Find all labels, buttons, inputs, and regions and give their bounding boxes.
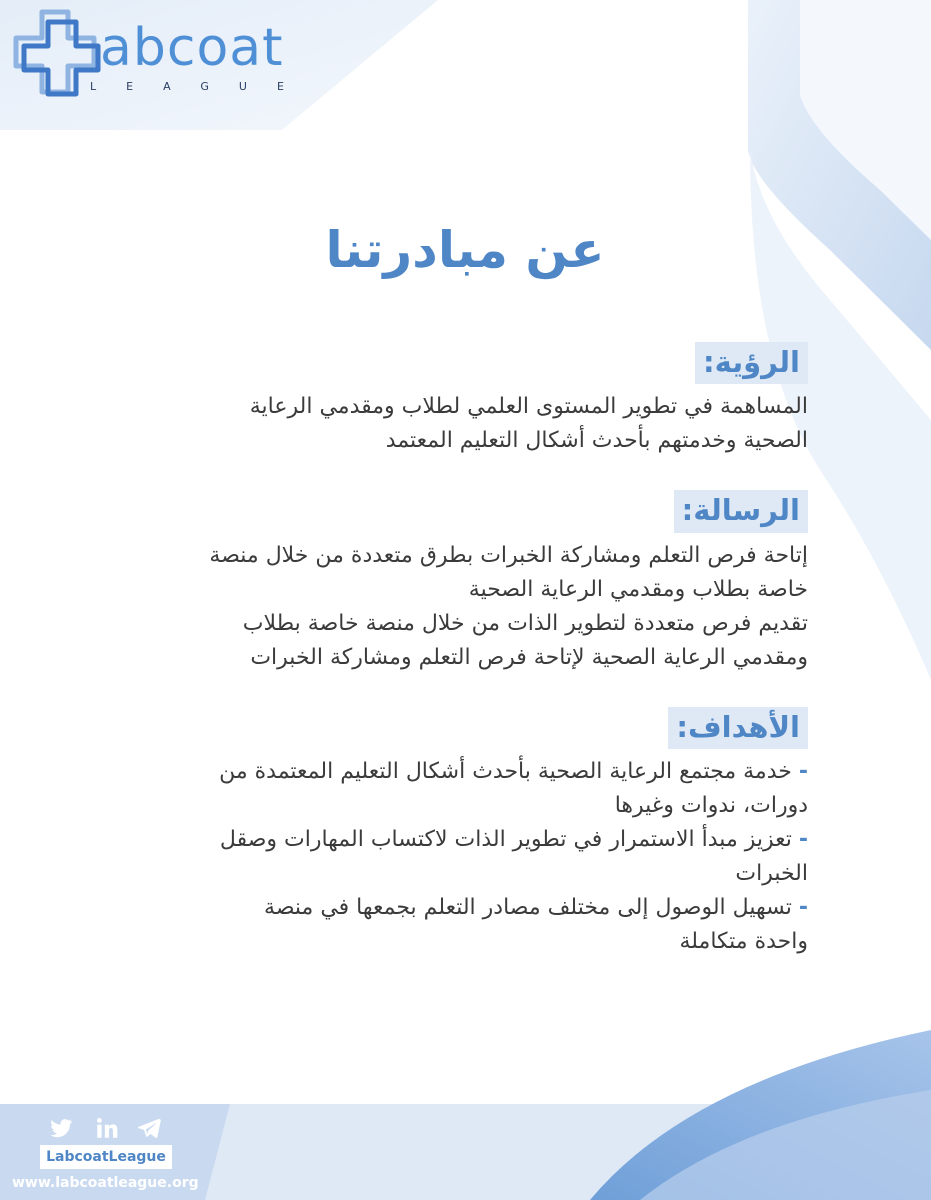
vision-text <box>126 390 808 458</box>
logo-wordmark: abcoat <box>100 18 284 78</box>
goals-section <box>126 707 808 959</box>
mission-section <box>126 490 808 674</box>
twitter-icon[interactable] <box>48 1115 74 1141</box>
social-icons <box>48 1115 168 1141</box>
website-url[interactable]: www.labcoatleague.org <box>12 1175 199 1191</box>
mission-heading: الرسالة: <box>674 490 808 532</box>
content <box>126 342 808 991</box>
goal-dash: - <box>798 894 808 920</box>
goal-item <box>126 891 808 959</box>
goals-list <box>126 755 808 959</box>
brand-logo <box>10 8 340 98</box>
goal-text: تسهيل الوصول إلى مختلف مصادر التعلم بجمعها في منصة <box>264 894 792 920</box>
goal-text: خدمة مجتمع الرعاية الصحية بأحدث أشكال التعليم المعتمدة من <box>219 758 792 784</box>
mission-line: ومقدمي الرعاية الصحية لإتاحة فرص التعلم ومشاركة الخبرات <box>250 644 808 670</box>
mission-line: خاصة بطلاب ومقدمي الرعاية الصحية <box>468 576 808 602</box>
telegram-icon[interactable] <box>136 1115 162 1141</box>
mission-text <box>126 539 808 675</box>
goal-dash: - <box>798 758 808 784</box>
linkedin-icon[interactable] <box>94 1115 120 1141</box>
social-handle[interactable]: LabcoatLeague <box>40 1145 172 1169</box>
goal-item <box>126 755 808 823</box>
goal-text-continued: الخبرات <box>735 860 808 886</box>
vision-line: الصحية وخدمتهم بأحدث أشكال التعليم المعتمد <box>385 428 808 454</box>
goal-text-continued: واحدة متكاملة <box>679 928 808 954</box>
logo-cross-icon <box>10 8 102 98</box>
goals-heading: الأهداف: <box>668 707 808 749</box>
goal-text: تعزيز مبدأ الاستمرار في تطوير الذات لاكتساب المهارات وصقل <box>219 826 792 852</box>
logo-subtitle: LEAGUE <box>90 80 314 93</box>
goal-dash: - <box>798 826 808 852</box>
goal-text-continued: دورات، ندوات وغيرها <box>614 792 808 818</box>
page-title: عن مبادرتنا <box>325 221 605 279</box>
mission-line: تقديم فرص متعددة لتطوير الذات من خلال منصة خاصة بطلاب <box>242 610 808 636</box>
mission-line: إتاحة فرص التعلم ومشاركة الخبرات بطرق متعددة من خلال منصة <box>209 542 808 568</box>
vision-line: المساهمة في تطوير المستوى العلمي لطلاب ومقدمي الرعاية <box>249 394 808 420</box>
goal-item <box>126 823 808 891</box>
vision-section <box>126 342 808 458</box>
vision-heading: الرؤية: <box>695 342 808 384</box>
